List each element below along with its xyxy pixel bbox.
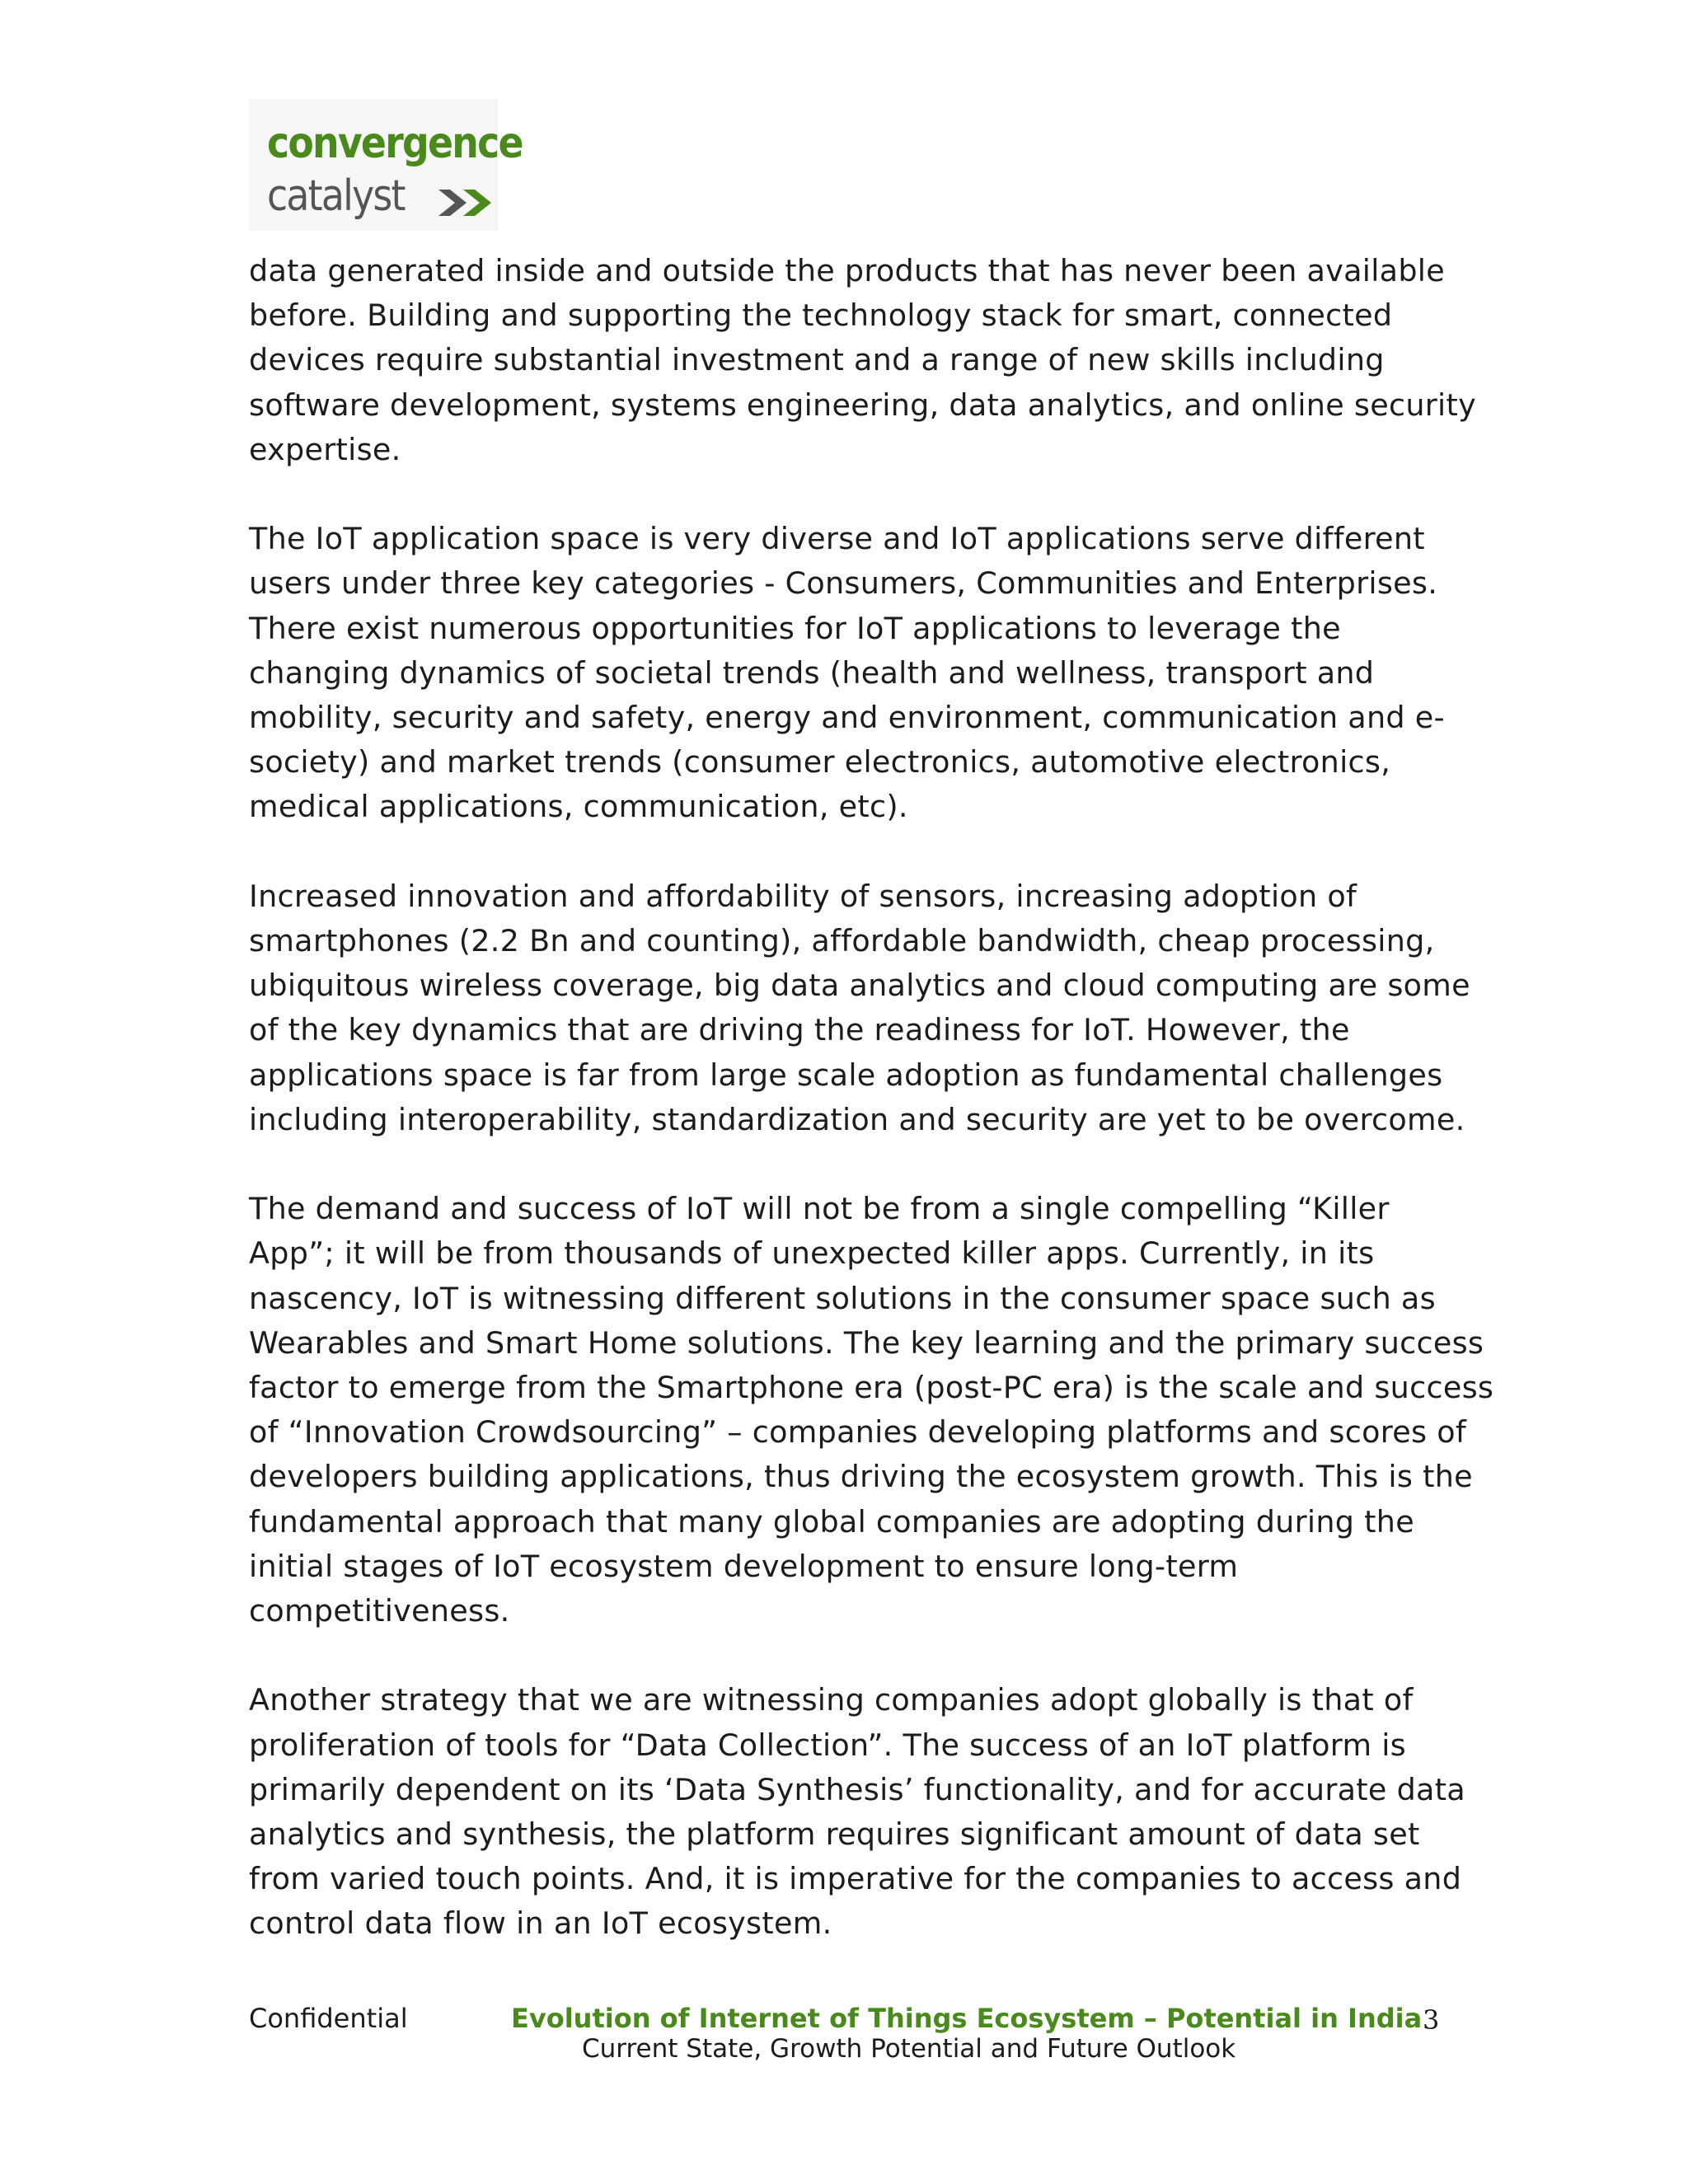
text-line: The IoT application space is very diverse and IoT applications serve different [249, 521, 1425, 557]
text-line: from varied touch points. And, it is imperative for the companies to access and [249, 1861, 1462, 1897]
text-line: Wearables and Smart Home solutions. The key learning and the primary success [249, 1324, 1484, 1361]
paragraph [249, 517, 1485, 829]
text-line: smartphones (2.2 Bn and counting), affordable bandwidth, cheap processing, [249, 923, 1435, 959]
text-line: including interoperability, standardization and security are yet to be overcome. [249, 1101, 1465, 1137]
text-line: primarily dependent on its ‘Data Synthesis’ functionality, and for accurate data [249, 1771, 1465, 1807]
text-line: factor to emerge from the Smartphone era (post-PC era) is the scale and success [249, 1370, 1494, 1406]
text-line: analytics and synthesis, the platform requires significant amount of data set [249, 1816, 1420, 1853]
text-line: There exist numerous opportunities for IoT applications to leverage the [249, 610, 1341, 646]
text-line: control data flow in an IoT ecosystem. [249, 1905, 832, 1942]
footer-document-subtitle: Current State, Growth Potential and Future Outlook [582, 2034, 1236, 2064]
text-line: fundamental approach that many global companies are adopting during the [249, 1503, 1414, 1540]
text-line: initial stages of IoT ecosystem development to ensure long-term [249, 1548, 1239, 1584]
paragraph [249, 249, 1485, 472]
text-line: software development, systems engineering, data analytics, and online security [249, 387, 1477, 423]
text-line: devices require substantial investment and a range of new skills including [249, 342, 1385, 378]
text-line: applications space is far from large scale adoption as fundamental challenges [249, 1057, 1443, 1093]
text-line: nascency, IoT is witnessing different solutions in the consumer space such as [249, 1280, 1436, 1316]
text-line: of “Innovation Crowdsourcing” – companies developing platforms and scores of [249, 1414, 1467, 1451]
page-number: 3 [1423, 2004, 1440, 2036]
text-line: expertise. [249, 431, 401, 467]
text-line: before. Building and supporting the technology stack for smart, connected [249, 298, 1393, 334]
text-line: ubiquitous wireless coverage, big data analytics and cloud computing are some [249, 968, 1470, 1004]
text-line: society) and market trends (consumer electronics, automotive electronics, [249, 744, 1391, 780]
double-chevron-right-icon [438, 186, 514, 219]
text-line: mobility, security and safety, energy and environment, communication and e- [249, 700, 1445, 736]
footer-document-title: Evolution of Internet of Things Ecosystem – Potential in India [511, 2003, 1423, 2034]
text-line: competitiveness. [249, 1593, 510, 1629]
text-line: changing dynamics of societal trends (health and wellness, transport and [249, 654, 1375, 691]
text-line: medical applications, communication, etc). [249, 789, 908, 825]
text-line: data generated inside and outside the products that has never been available [249, 253, 1446, 288]
paragraph [249, 1678, 1485, 1946]
text-line: The demand and success of IoT will not be from a single compelling “Killer [249, 1191, 1390, 1227]
logo-wordmark-top: convergence [267, 119, 523, 168]
text-line: of the key dynamics that are driving the readiness for IoT. However, the [249, 1012, 1350, 1048]
text-line: developers building applications, thus driving the ecosystem growth. This is the [249, 1459, 1473, 1495]
body-text [249, 249, 1494, 1991]
text-line: Increased innovation and affordability of sensors, increasing adoption of [249, 878, 1357, 914]
logo-wordmark-bottom: catalyst [267, 171, 405, 221]
text-line: Another strategy that we are witnessing companies adopt globally is that of [249, 1682, 1414, 1718]
text-line: proliferation of tools for “Data Collection”. The success of an IoT platform is [249, 1727, 1406, 1763]
text-line: App”; it will be from thousands of unexpected killer apps. Currently, in its [249, 1235, 1375, 1272]
logo [249, 99, 523, 231]
paragraph [249, 1187, 1494, 1633]
text-line: users under three key categories - Consumers, Communities and Enterprises. [249, 565, 1438, 602]
paragraph [249, 874, 1485, 1142]
footer-confidential-label: Confidential [249, 2003, 408, 2034]
